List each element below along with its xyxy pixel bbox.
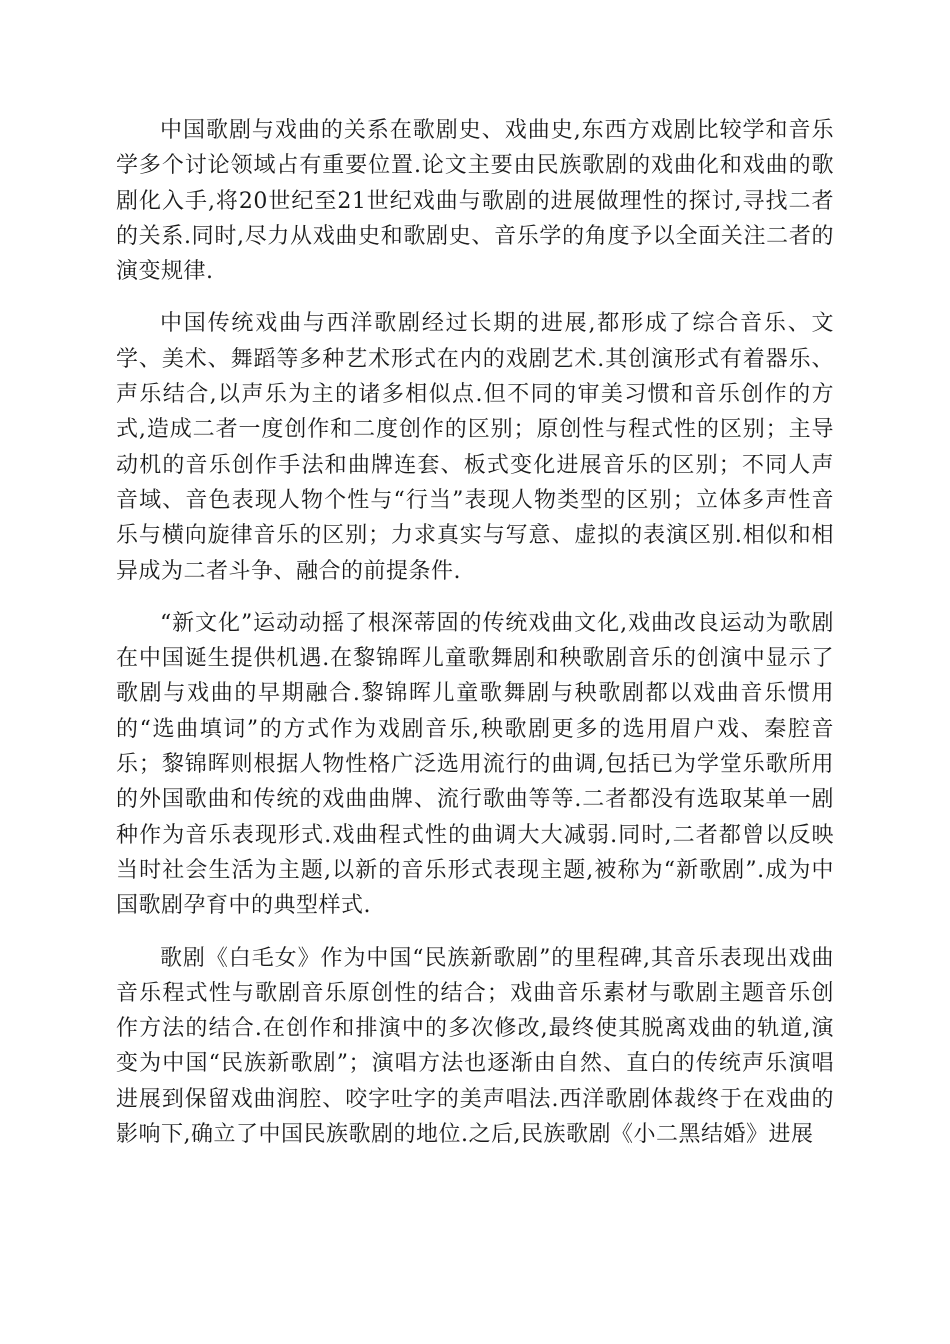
document-body [116, 113, 834, 1152]
paragraph-2: 中国传统戏曲与西洋歌剧经过长期的进展,都形成了综合音乐、文学、美术、舞蹈等多种艺术形式在内的戏剧艺术.其创演形式有着器乐、声乐结合,以声乐为主的诸多相似点.但不同的审美习惯和音乐创作的方式,造成二者一度创作和二度创作的区别；原创性与程式性的区别；主导动机的音乐创作手法和曲牌连套、板式变化进展音乐的区别；不同人声音域、音色表现人物个性与“行当”表现人物类型的区别；立体多声性音乐与横向旋律音乐的区别；力求真实与写意、虚拟的表演区别.相似和相异成为二者斗争、融合的前提条件. [116, 311, 834, 584]
paragraph-4: 歌剧《白毛女》作为中国“民族新歌剧”的里程碑,其音乐表现出戏曲音乐程式性与歌剧音乐原创性的结合；戏曲音乐素材与歌剧主题音乐创作方法的结合.在创作和排演中的多次修改,最终使其脱离戏曲的轨道,演变为中国“民族新歌剧”；演唱方法也逐渐由自然、直白的传统声乐演唱进展到保留戏曲润腔、咬字吐字的美声唱法.西洋歌剧体裁终于在戏曲的影响下,确立了中国民族歌剧的地位.之后,民族歌剧《小二黑结婚》进展 [116, 945, 834, 1148]
paragraph-3: “新文化”运动动摇了根深蒂固的传统戏曲文化,戏曲改良运动为歌剧在中国诞生提供机遇.在黎锦晖儿童歌舞剧和秧歌剧音乐的创演中显示了歌剧与戏曲的早期融合.黎锦晖儿童歌舞剧与秧歌剧都以戏曲音乐惯用的“选曲填词”的方式作为戏剧音乐,秧歌剧更多的选用眉户戏、秦腔音乐；黎锦晖则根据人物性格广泛选用流行的曲调,包括已为学堂乐歌所用的外国歌曲和传统的戏曲曲牌、流行歌曲等等.二者都没有选取某单一剧种作为音乐表现形式.戏曲程式性的曲调大大减弱.同时,二者都曾以反映当时社会生活为主题,以新的音乐形式表现主题,被称为“新歌剧”.成为中国歌剧孕育中的典型样式. [116, 610, 834, 919]
paragraph-1: 中国歌剧与戏曲的关系在歌剧史、戏曲史,东西方戏剧比较学和音乐学多个讨论领域占有重要位置.论文主要由民族歌剧的戏曲化和戏曲的歌剧化入手,将20世纪至21世纪戏曲与歌剧的进展做理性的探讨,寻找二者的关系.同时,尽力从戏曲史和歌剧史、音乐学的角度予以全面关注二者的演变规律. [116, 118, 834, 285]
